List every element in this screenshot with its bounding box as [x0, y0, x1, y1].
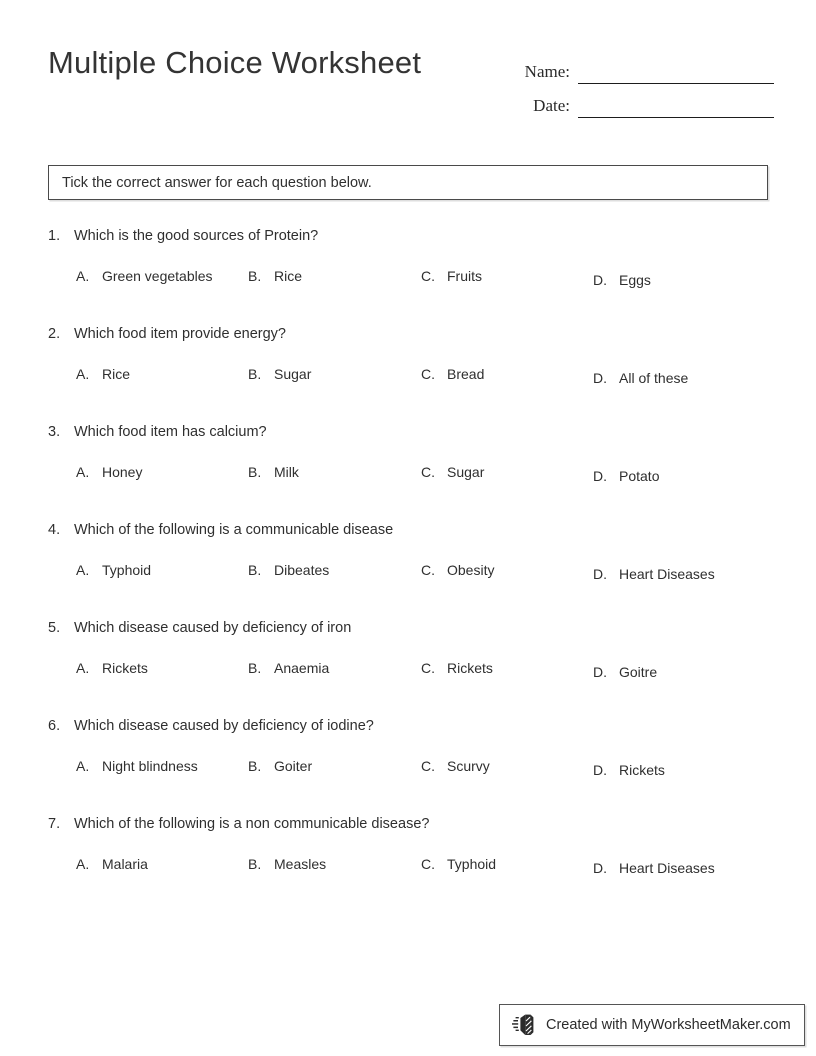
worksheet-maker-logo-icon — [512, 1013, 538, 1037]
question-block — [0, 816, 816, 914]
question-prompt — [48, 228, 318, 244]
option-text: Green vegetables — [102, 268, 213, 284]
option-letter: B. — [248, 366, 262, 382]
option-text: Sugar — [447, 464, 485, 480]
option-text: Heart Diseases — [619, 566, 715, 582]
option-letter: C. — [421, 268, 435, 284]
option-text: Honey — [102, 464, 143, 480]
option-letter: D. — [593, 762, 607, 778]
answer-option[interactable] — [421, 464, 484, 480]
option-text: Bread — [447, 366, 485, 382]
options-row — [0, 758, 816, 792]
option-letter: A. — [76, 856, 90, 872]
option-letter: A. — [76, 366, 90, 382]
option-letter: C. — [421, 856, 435, 872]
answer-option[interactable] — [593, 468, 659, 484]
page-title: Multiple Choice Worksheet — [48, 45, 422, 80]
instruction-text: Tick the correct answer for each question below. — [62, 174, 372, 191]
option-letter: B. — [248, 464, 262, 480]
answer-option[interactable] — [248, 758, 312, 774]
option-text: Typhoid — [102, 562, 152, 578]
option-letter: A. — [76, 268, 90, 284]
question-text: Which disease caused by deficiency of iron — [74, 620, 352, 636]
answer-option[interactable] — [248, 464, 299, 480]
option-letter: D. — [593, 272, 607, 288]
option-letter: D. — [593, 664, 607, 680]
question-text: Which food item provide energy? — [74, 326, 286, 342]
option-text: Typhoid — [447, 856, 497, 872]
option-text: Scurvy — [447, 758, 490, 774]
question-number: 2. — [48, 326, 61, 342]
answer-option[interactable] — [248, 366, 311, 382]
answer-option[interactable] — [76, 562, 151, 578]
answer-option[interactable] — [421, 562, 494, 578]
name-field-row — [512, 50, 774, 84]
option-text: Potato — [619, 468, 660, 484]
option-letter: B. — [248, 856, 262, 872]
answer-option[interactable] — [593, 370, 688, 386]
option-letter: C. — [421, 660, 435, 676]
option-text: Goiter — [274, 758, 313, 774]
question-prompt — [48, 718, 374, 734]
name-input-line[interactable] — [578, 63, 774, 84]
option-letter: D. — [593, 566, 607, 582]
question-prompt — [48, 326, 286, 342]
option-text: Milk — [274, 464, 299, 480]
option-text: Heart Diseases — [619, 860, 715, 876]
option-letter: C. — [421, 366, 435, 382]
question-text: Which of the following is a non communicable disease? — [74, 816, 430, 832]
option-text: Dibeates — [274, 562, 330, 578]
question-number: 1. — [48, 228, 61, 244]
option-letter: B. — [248, 562, 262, 578]
options-row — [0, 464, 816, 498]
answer-option[interactable] — [76, 856, 148, 872]
question-number: 5. — [48, 620, 61, 636]
answer-option[interactable] — [248, 856, 326, 872]
option-text: Rice — [274, 268, 303, 284]
student-info-fields — [512, 50, 774, 118]
answer-option[interactable] — [76, 268, 213, 284]
answer-option[interactable] — [421, 758, 490, 774]
instruction-box — [48, 165, 768, 200]
option-letter: B. — [248, 758, 262, 774]
answer-option[interactable] — [76, 758, 198, 774]
option-text: Rickets — [619, 762, 665, 778]
answer-option[interactable] — [76, 464, 142, 480]
option-text: Rickets — [102, 660, 148, 676]
answer-option[interactable] — [76, 366, 130, 382]
question-text: Which of the following is a communicable disease — [74, 522, 394, 538]
options-row — [0, 562, 816, 596]
question-number: 4. — [48, 522, 61, 538]
option-text: Rice — [102, 366, 131, 382]
option-text: Sugar — [274, 366, 312, 382]
name-field-label: Name: — [524, 62, 570, 81]
option-letter: C. — [421, 562, 435, 578]
option-letter: D. — [593, 370, 607, 386]
option-letter: C. — [421, 758, 435, 774]
question-text: Which food item has calcium? — [74, 424, 267, 440]
answer-option[interactable] — [593, 860, 715, 876]
option-letter: D. — [593, 860, 607, 876]
answer-option[interactable] — [421, 660, 493, 676]
answer-option[interactable] — [593, 272, 651, 288]
question-text: Which is the good sources of Protein? — [74, 228, 319, 244]
answer-option[interactable] — [593, 762, 665, 778]
option-letter: A. — [76, 758, 90, 774]
answer-option[interactable] — [593, 566, 715, 582]
question-block — [0, 522, 816, 620]
answer-option[interactable] — [593, 664, 657, 680]
option-letter: A. — [76, 562, 90, 578]
option-text: Goitre — [619, 664, 658, 680]
option-text: Anaemia — [274, 660, 330, 676]
options-row — [0, 268, 816, 302]
date-field-row — [512, 84, 774, 118]
footer-attribution-text: Created with MyWorksheetMaker.com — [546, 1017, 791, 1033]
option-text: Measles — [274, 856, 327, 872]
options-row — [0, 660, 816, 694]
question-number: 6. — [48, 718, 61, 734]
option-letter: D. — [593, 468, 607, 484]
question-number: 3. — [48, 424, 61, 440]
answer-option[interactable] — [76, 660, 148, 676]
option-text: Fruits — [447, 268, 482, 284]
options-row — [0, 856, 816, 890]
question-block — [0, 424, 816, 522]
date-field-label: Date: — [533, 96, 570, 115]
option-text: Obesity — [447, 562, 495, 578]
option-letter: B. — [248, 660, 262, 676]
question-prompt — [48, 522, 393, 538]
question-block — [0, 326, 816, 424]
question-prompt — [48, 620, 351, 636]
option-letter: C. — [421, 464, 435, 480]
question-block — [0, 718, 816, 816]
option-text: Rickets — [447, 660, 493, 676]
question-prompt — [48, 424, 267, 440]
answer-option[interactable] — [421, 268, 482, 284]
answer-option[interactable] — [421, 856, 496, 872]
answer-option[interactable] — [248, 660, 329, 676]
option-text: All of these — [619, 370, 689, 386]
option-text: Malaria — [102, 856, 148, 872]
question-number: 7. — [48, 816, 61, 832]
question-text: Which disease caused by deficiency of iodine? — [74, 718, 374, 734]
question-block — [0, 620, 816, 718]
option-letter: B. — [248, 268, 262, 284]
footer-attribution-badge[interactable] — [499, 1004, 805, 1046]
answer-option[interactable] — [248, 268, 302, 284]
option-letter: A. — [76, 464, 90, 480]
answer-option[interactable] — [421, 366, 484, 382]
option-text: Eggs — [619, 272, 651, 288]
date-input-line[interactable] — [578, 97, 774, 118]
option-letter: A. — [76, 660, 90, 676]
question-prompt — [48, 816, 429, 832]
option-text: Night blindness — [102, 758, 198, 774]
answer-option[interactable] — [248, 562, 329, 578]
questions-list — [0, 228, 816, 914]
question-block — [0, 228, 816, 326]
options-row — [0, 366, 816, 400]
